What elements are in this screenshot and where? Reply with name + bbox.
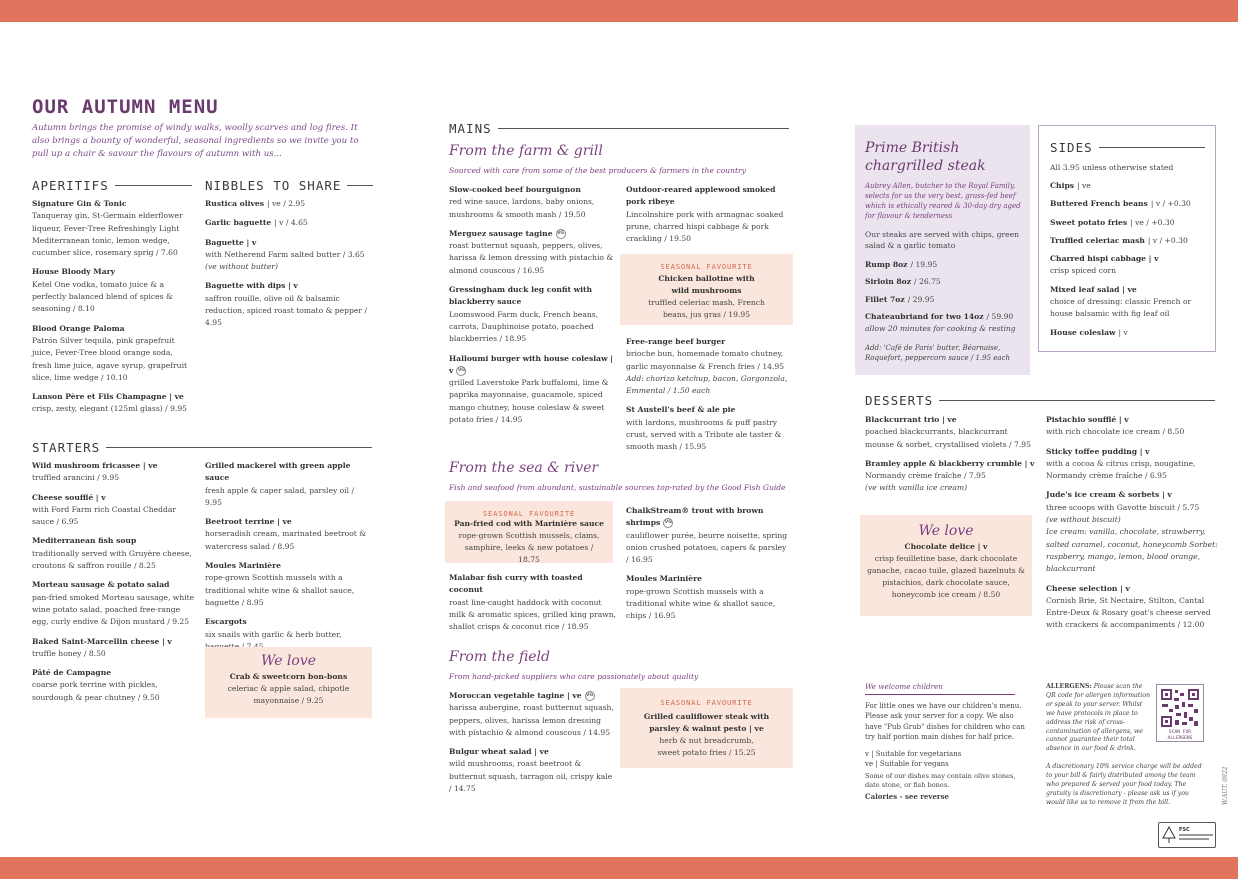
menu-item <box>1050 327 1210 339</box>
dish-name: Moules Marinière <box>626 574 702 584</box>
menu-item <box>626 505 791 566</box>
starters-heading: STARTERS <box>32 440 372 455</box>
children-title: We welcome children <box>865 682 1015 695</box>
bottom-band <box>0 857 1238 879</box>
sides-heading: SIDES <box>1050 140 1205 155</box>
service-charge-note: A discretionary 10% service charge will be added to your bill & fairly distributed among the team who prepared & served your food today. The gratuity is discretionary - please ask us if you would like us to remove it from the bill. <box>1046 763 1202 806</box>
farm-favourite-name: Chicken ballotine with wild mushrooms <box>658 274 755 295</box>
menu-item <box>205 460 373 509</box>
steak-box <box>855 125 1030 375</box>
sea-favourite-tag: SEASONAL FAVOURITE <box>482 509 576 518</box>
menu-item <box>32 391 192 416</box>
menu-item <box>865 294 1025 306</box>
dish-description: three scoops with Gavotte biscuit / 5.75 <box>1046 502 1200 512</box>
dish-description: with Netherend Farm salted butter / 3.65 <box>205 249 365 259</box>
dish-name: Sweet potato fries <box>1050 217 1128 227</box>
menu-item <box>1046 446 1218 483</box>
dish-name: Merguez sausage tagine VG <box>449 228 565 238</box>
menu-item <box>449 690 614 739</box>
dish-name: Baguette with dips | v <box>205 281 298 291</box>
children-block <box>865 682 1030 801</box>
dish-description: / 29.95 <box>907 294 935 304</box>
dish-name: Moules Marinière <box>205 561 281 571</box>
dish-name: Malabar fish curry with toasted coconut <box>449 573 583 595</box>
farm-favourite-box <box>620 254 793 325</box>
dish-description: with a cocoa & citrus crisp, nougatine, Normandy crème fraîche / 6.95 <box>1046 458 1196 481</box>
dish-name: Sticky toffee pudding | v <box>1046 446 1150 456</box>
field-favourite-desc: herb & nut breadcrumb, sweet potato fries / 15.25 <box>657 736 756 757</box>
dish-name: Pâté de Campagne <box>32 668 112 678</box>
farm-note: Sourced with care from some of the best producers & farmers in the country <box>449 166 746 175</box>
dish-name: Halloumi burger with house coleslaw | v VG <box>449 353 614 375</box>
menu-item <box>1046 414 1218 439</box>
sea-left <box>449 572 619 640</box>
allergens-text: Please scan the QR code for allergen information or speak to your server. Whilst we have protocols in place to address the risk of cross-contamination of allergens, we cannot guarantee their total absence in our food & drink. <box>1046 683 1150 753</box>
print-code: W.AUT. 0922 <box>1222 766 1229 805</box>
dish-name: Beetroot terrine | ve <box>205 517 292 527</box>
desserts-right <box>1046 414 1218 639</box>
stones-note: Some of our dishes may contain olive stones, date stone, or fish bones. <box>865 771 1016 789</box>
menu-item <box>1050 235 1210 247</box>
dish-description: poached blackcurrants, blackcurrant mousse & sorbet, crystallised violets / 7.95 <box>865 427 1031 449</box>
menu-item <box>205 237 373 274</box>
dish-description: pan-fried smoked Morteau sausage, white wine potato salad, poached free-range egg, curly endive & Dijon mustard / 9.25 <box>32 592 195 627</box>
sea-right <box>626 505 791 630</box>
top-band <box>0 0 1238 22</box>
menu-item <box>449 184 614 221</box>
sea-favourite-box <box>445 501 613 563</box>
menu-item <box>1050 198 1210 210</box>
dish-name: Blood Orange Paloma <box>32 323 125 333</box>
steak-intro: Aubrey Allen, butcher to the Royal Family, selects for us the very best, grass-fed beef which is ethically reared & 30-day dry aged for flavour & tenderness <box>865 182 1021 220</box>
dish-description: | ve / 2.95 <box>267 199 306 208</box>
farm-favourite-desc: truffled celeriac mash, French beans, jus gras / 19.95 <box>648 298 765 319</box>
dish-name: Baguette | v <box>205 237 257 247</box>
dish-description: grilled Laverstoke Park buffalomi, lime & paprika mayonnaise, guacamole, spiced mango chutney, house coleslaw & sweet potato fries / 14.95 <box>449 378 609 425</box>
menu-item <box>32 323 192 384</box>
dish-name: Garlic baguette <box>205 218 272 228</box>
menu-item <box>1046 489 1218 575</box>
dish-name: Lanson Père et Fils Champagne | ve <box>32 392 184 402</box>
dish-name: Moroccan vegetable tagine | ve VG <box>449 691 594 700</box>
dish-description: Loomswood Farm duck, French beans, carrots, Dauphinoise potato, poached blackberries / 18.95 <box>449 309 599 344</box>
dish-extra: Ice cream: vanilla, chocolate, strawberry, salted caramel, coconut, honeycomb Sorbet: raspberry, mango, lemon, blood orange, blackcurrant <box>1046 527 1218 574</box>
dish-description: traditionally served with Gruyère cheese, croutons & saffron rouille / 8.25 <box>32 548 192 571</box>
menu-item <box>205 198 373 210</box>
dish-name: Truffled celeriac mash <box>1050 235 1145 245</box>
menu-item <box>32 636 197 661</box>
dish-name: Mediterranean fish soup <box>32 536 137 546</box>
menu-item <box>449 746 614 795</box>
steak-title: Prime British chargrilled steak <box>865 140 986 174</box>
fsc-line <box>1179 838 1209 840</box>
dish-description: | v <box>1118 327 1128 337</box>
dish-name: Jude's ice cream & sorbets | v <box>1046 490 1172 500</box>
dish-note: (ve with vanilla ice cream) <box>865 483 968 493</box>
dish-description: coarse pork terrine with pickles, sourdough & pear chutney / 9.50 <box>32 680 160 702</box>
field-favourite-name: Grilled cauliflower steak with parsley & walnut pesto | ve <box>643 712 770 733</box>
qr-code-icon <box>1160 688 1200 728</box>
calories-note: Calories - see reverse <box>865 791 949 801</box>
field-left <box>449 690 614 802</box>
desserts-welove-desc: crisp feuilletine base, dark chocolate ganache, cacao tuile, glazed hazelnuts & pistachios, dark chocolate sauce, honeycomb ice cream / 8.50 <box>867 554 1025 599</box>
menu-item <box>1046 583 1218 632</box>
menu-item <box>626 573 791 622</box>
dish-name: Wild mushroom fricassee | ve <box>32 461 158 470</box>
dish-name: Outdoor-reared applewood smoked pork ribeye <box>626 185 776 207</box>
dish-name: Signature Gin & Tonic <box>32 199 127 208</box>
menu-item <box>449 284 614 345</box>
dish-note: (ve without biscuit) <box>1046 515 1121 525</box>
menu-item <box>205 516 373 553</box>
nibbles-heading: NIBBLES TO SHARE <box>205 178 373 193</box>
desserts-welove-label: We love <box>918 523 974 539</box>
menu-item <box>205 217 373 229</box>
farm-left <box>449 184 614 433</box>
menu-intro: Autumn brings the promise of windy walks, woolly scarves and log fires. It also brings a bounty of wonderful, seasonal ingredients so we invite you to pull up a chair & savour the flavours of autumn with us... <box>32 123 359 159</box>
vg-badge-icon: VG <box>556 229 566 239</box>
sea-favourite-name: Pan-fried cod with Marinière sauce <box>454 519 604 528</box>
dish-name: Chips <box>1050 181 1075 190</box>
sea-title: From the sea & river <box>449 460 599 476</box>
desserts-welove-dish: Chocolate delice | v <box>904 542 988 551</box>
farm-right-bottom <box>626 336 791 461</box>
dish-note: allow 20 minutes for cooking & resting <box>865 324 1016 334</box>
dish-description: fresh apple & caper salad, parsley oil / 9.95 <box>205 485 355 507</box>
dish-name: Morteau sausage & potato salad <box>32 580 170 590</box>
fsc-line <box>1179 834 1213 836</box>
aperitifs-list <box>32 198 192 423</box>
dish-description: truffled arancini / 9.95 <box>32 473 120 483</box>
dish-name: Free-range beef burger <box>626 337 726 346</box>
starters-left <box>32 460 197 711</box>
dish-name: Escargots <box>205 617 247 627</box>
steak-add: Add: 'Café de Paris' butter, Béarnaise, Roquefort, peppercorn sauce / 1.95 each <box>865 344 1011 362</box>
dish-name: Sirloin 8oz <box>865 277 912 287</box>
farm-title: From the farm & grill <box>449 143 603 159</box>
menu-item <box>32 579 197 628</box>
dish-description: Ketel One vodka, tomato juice & a perfectly balanced blend of spices & seasoning / 8.10 <box>32 279 173 314</box>
allergens-block <box>1046 683 1151 754</box>
dish-name: Rustica olives <box>205 199 265 208</box>
welove-dish: Crab & sweetcorn bon-bons <box>229 672 348 681</box>
welove-label: We love <box>260 653 317 669</box>
dish-description: | v / +0.30 <box>1147 235 1188 245</box>
dish-name: Cheese soufflé | v <box>32 492 106 502</box>
field-note: From hand-picked suppliers who care passionately about quality <box>449 672 699 681</box>
dish-description: six snails with garlic & herb butter, <box>205 629 342 639</box>
dish-description: saffron rouille, olive oil & balsamic reduction, spiced roast tomato & pepper / 4.95 <box>205 293 367 328</box>
dish-description: rope-grown Scottish mussels with a traditional white wine & shallot sauce, chips / 16.95 <box>626 586 776 621</box>
dish-name: Chateaubriand for two 14oz <box>865 311 984 321</box>
dish-description: / 26.75 <box>914 277 941 287</box>
allergens-label: ALLERGENS: <box>1046 683 1092 690</box>
dish-description: | ve <box>1077 181 1091 190</box>
menu-item <box>865 311 1025 336</box>
dish-description: | v / +0.30 <box>1150 199 1191 209</box>
menu-item <box>32 667 197 704</box>
dish-description: | ve / +0.30 <box>1130 217 1175 227</box>
sides-list <box>1050 180 1210 345</box>
dish-description: crisp spiced corn <box>1050 266 1117 276</box>
sides-note: All 3.95 unless otherwise stated <box>1050 163 1174 172</box>
dish-name: Slow-cooked beef bourguignon <box>449 185 581 194</box>
mains-heading: MAINS <box>449 121 789 136</box>
dish-name: Rump 8oz <box>865 260 908 269</box>
welove-desc: celeriac & apple salad, chipotle mayonnaise / 9.25 <box>227 684 350 705</box>
menu-item <box>1050 284 1210 321</box>
children-text: For little ones we have our children's menu. Please ask your server for a copy. We also have "Pub Grub" dishes for children who can try half portion main dishes for half price. <box>865 701 1025 741</box>
vg-badge-icon: VG <box>585 691 595 701</box>
sea-favourite-desc: rope-grown Scottish mussels, clams, samphire, leeks & new potatoes / 18.75 <box>458 531 600 564</box>
menu-item <box>865 259 1025 271</box>
dish-name: Blackcurrant trio | ve <box>865 415 957 424</box>
dish-description: roast line-caught haddock with coconut milk & aromatic spices, grilled king prawn, shallot crisps & coconut rice / 18.95 <box>449 597 617 632</box>
menu-item <box>449 228 614 277</box>
dish-description: rope-grown Scottish mussels with a traditional white wine & shallot sauce, baguette / 8.95 <box>205 573 355 607</box>
dish-description: Normandy crème fraîche / 7.95 <box>865 471 986 481</box>
menu-item <box>626 336 791 397</box>
dish-name: House coleslaw <box>1050 327 1116 337</box>
menu-item <box>1050 180 1210 192</box>
dish-description: / 59.90 <box>986 311 1014 321</box>
menu-item <box>449 572 619 633</box>
tree-icon <box>1162 826 1176 844</box>
dish-description: Patrón Silver tequila, pink grapefruit juice, Fever-Tree blood orange soda, fresh lime juice, agave syrup, grapefruit slice, lime wedge / 10.10 <box>32 335 188 382</box>
dish-description: Tanqueray gin, St-Germain elderflower liqueur, Fever-Tree Refreshingly Light Mediterranean tonic, lemon wedge, cucumber slice, rosemary sprig / 7.60 <box>32 211 183 258</box>
dish-description: brioche bun, homemade tomato chutney, garlic mayonnaise & French fries / 14.95 <box>626 349 785 371</box>
dish-name: Cheese selection | v <box>1046 583 1130 593</box>
legend-v: v | Suitable for vegetarians <box>865 749 962 758</box>
dish-description: crisp, zesty, elegant (125ml glass) / 9.95 <box>32 404 187 414</box>
dish-name: ChalkStream® trout with brown shrimps VG <box>626 506 764 528</box>
field-favourite-box <box>620 688 793 768</box>
dish-description: truffle honey / 8.50 <box>32 648 106 658</box>
sea-note: Fish and seafood from abundant, sustainable sources top-rated by the Good Fish Guide <box>449 483 786 492</box>
scan-label: SCAN FOR ALLERGENS <box>1167 730 1193 741</box>
field-favourite-tag: SEASONAL FAVOURITE <box>660 698 753 707</box>
dish-name: Charred hispi cabbage | v <box>1050 254 1159 264</box>
dish-description: harissa aubergine, roast butternut squash, peppers, olives, harissa lemon dressing with pistachio & almond couscous / 14.95 <box>449 703 614 737</box>
menu-item <box>32 266 192 315</box>
menu-item <box>32 492 197 529</box>
starters-welove-box <box>205 647 372 718</box>
fsc-logo <box>1158 822 1216 848</box>
menu-item <box>449 353 614 427</box>
dish-description: horseradish cream, marinated beetroot & watercress salad / 8.95 <box>205 529 366 551</box>
dish-name: House Bloody Mary <box>32 267 116 277</box>
menu-item <box>865 414 1035 451</box>
dish-name: Baked Saint-Marcellin cheese | v <box>32 636 172 646</box>
dish-description: Cornish Brie, St Nectaire, Stilton, Cantal Entre-Deux & Rosary goat's cheese served with crackers & accompaniments / 12.00 <box>1046 595 1211 630</box>
dish-name: Gressingham duck leg confit with blackberry sauce <box>449 285 593 307</box>
dish-description: Lincolnshire pork with armagnac soaked prune, charred hispi cabbage & pork crackling / 19.50 <box>626 209 784 244</box>
dish-name: Pistachio soufflé | v <box>1046 415 1129 424</box>
qr-code-box[interactable] <box>1156 684 1204 742</box>
dish-description: | v / 4.65 <box>274 218 308 228</box>
dish-description: cauliflower purée, beurre noisette, spring onion crushed potatoes, capers & parsley / 16.95 <box>626 530 788 565</box>
farm-favourite-tag: SEASONAL FAVOURITE <box>660 262 753 271</box>
dish-name: Grilled mackerel with green apple sauce <box>205 461 351 483</box>
dish-name: Bulgur wheat salad | ve <box>449 747 549 757</box>
dish-description: red wine sauce, lardons, baby onions, mushrooms & smooth mash / 19.50 <box>449 197 595 219</box>
menu-item <box>1050 253 1210 278</box>
fsc-label: FSC <box>1179 827 1190 833</box>
desserts-left <box>865 414 1035 502</box>
legend-ve: ve | Suitable for vegans <box>865 760 949 768</box>
dish-description: choice of dressing: classic French or house balsamic with fig leaf oil <box>1050 297 1192 319</box>
menu-item <box>32 535 197 572</box>
dish-description: with lardons, mushrooms & puff pastry crust, served with a Tribute ale taster & smooth mash / 15.95 <box>626 417 782 452</box>
dish-description: roast butternut squash, peppers, olives, harissa & lemon dressing with pistachio & almond couscous / 16.95 <box>449 241 614 275</box>
dish-name: Bramley apple & blackberry crumble | v <box>865 458 1035 468</box>
menu-item <box>865 276 1025 288</box>
menu-item <box>32 198 192 259</box>
dish-name: Buttered French beans <box>1050 199 1148 209</box>
steak-list <box>865 259 1025 340</box>
dish-note: Add: chorizo ketchup, bacon, Gorgonzola, Emmental / 1.50 each <box>626 373 788 396</box>
dish-note: (ve without butter) <box>205 262 278 272</box>
menu-item <box>626 184 791 245</box>
dish-description: / 19.95 <box>910 260 938 269</box>
dish-description: wild mushrooms, roast beetroot & butternut squash, tarragon oil, crispy kale / 14.75 <box>449 759 613 794</box>
desserts-heading: DESSERTS <box>865 393 1215 408</box>
menu-item <box>1050 217 1210 229</box>
menu-item <box>626 404 791 453</box>
dish-description: with Ford Farm rich Coastal Cheddar sauce / 6.95 <box>32 504 177 527</box>
sides-box <box>1038 125 1216 352</box>
farm-right-top <box>626 184 791 252</box>
aperitifs-heading: APERITIFS <box>32 178 192 193</box>
vg-badge-icon: VG <box>663 518 673 528</box>
dish-name: St Austell's beef & ale pie <box>626 405 736 415</box>
menu-item <box>32 460 197 485</box>
dish-name: Mixed leaf salad | ve <box>1050 284 1137 294</box>
menu-item <box>205 280 373 329</box>
dish-name: Fillet 7oz <box>865 294 905 304</box>
starters-right <box>205 460 373 660</box>
menu-title: OUR AUTUMN MENU <box>32 96 219 118</box>
nibbles-list <box>205 198 373 337</box>
menu-item <box>205 560 373 609</box>
steak-served: Our steaks are served with chips, green salad & a garlic tomato <box>865 230 1019 250</box>
menu-item <box>865 458 1035 495</box>
dish-description: with rich chocolate ice cream / 8.50 <box>1046 427 1185 437</box>
desserts-welove-box <box>860 515 1032 616</box>
field-title: From the field <box>449 649 551 665</box>
vg-badge-icon: VG <box>456 366 466 376</box>
